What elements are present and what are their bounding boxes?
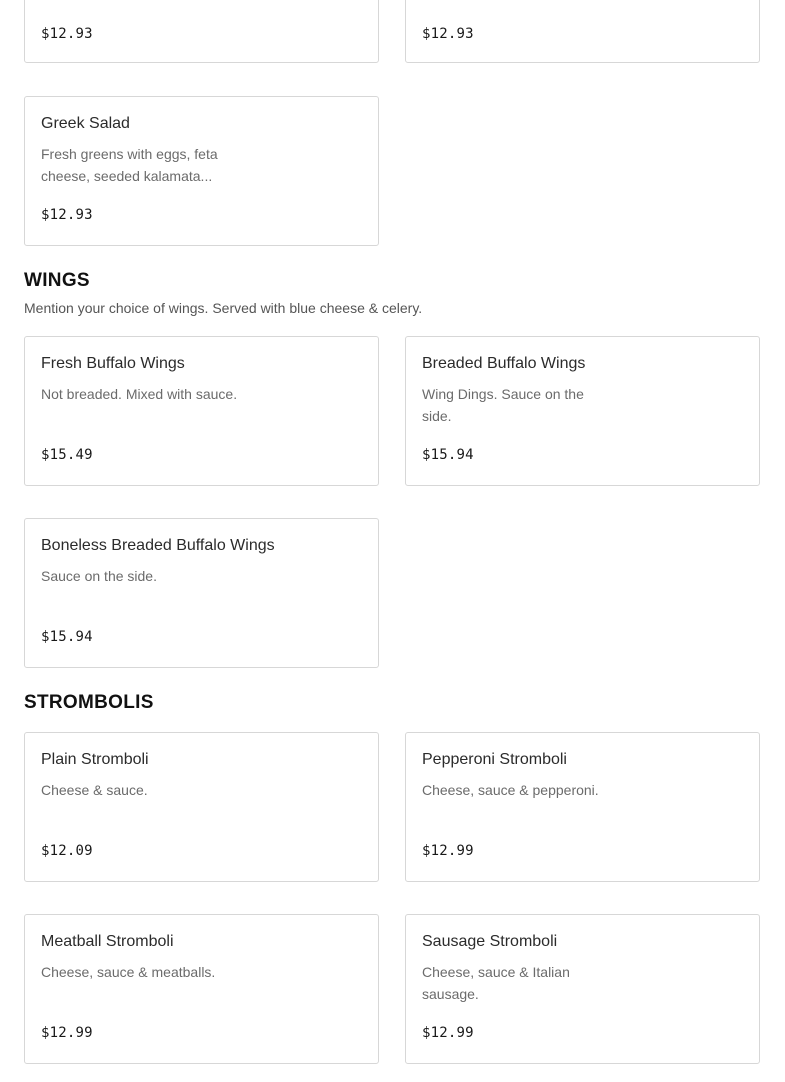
section-title-strombolis: STROMBOLIS xyxy=(24,692,154,713)
section-description-wings: Mention your choice of wings. Served with blue cheese & celery. xyxy=(24,300,423,316)
item-name: Boneless Breaded Buffalo Wings xyxy=(41,537,275,554)
menu-item-card[interactable] xyxy=(24,0,379,63)
section-title-wings: WINGS xyxy=(24,270,90,291)
menu-item-card-pepperoni-stromboli[interactable] xyxy=(405,732,760,882)
item-name: Sausage Stromboli xyxy=(422,933,558,950)
menu-item-card-fresh-buffalo-wings[interactable] xyxy=(24,336,379,486)
item-description: Cheese, sauce & Italian sausage. xyxy=(422,964,570,1002)
menu-item-card[interactable] xyxy=(405,0,760,63)
menu-item-card-sausage-stromboli[interactable] xyxy=(405,914,760,1064)
menu-item-card-breaded-buffalo-wings[interactable] xyxy=(405,336,760,486)
item-description: Cheese, sauce & pepperoni. xyxy=(422,782,599,798)
item-description: Wing Dings. Sauce on the side. xyxy=(422,386,584,424)
item-description: Sauce on the side. xyxy=(41,568,157,584)
item-name: Meatball Stromboli xyxy=(41,933,174,950)
item-name: Breaded Buffalo Wings xyxy=(422,355,586,372)
item-name: Fresh Buffalo Wings xyxy=(41,355,185,372)
item-name: Plain Stromboli xyxy=(41,751,149,768)
item-price: $12.93 xyxy=(41,26,93,42)
item-price: $12.93 xyxy=(422,26,474,42)
item-price: $15.94 xyxy=(41,629,93,645)
item-price: $15.49 xyxy=(41,447,93,463)
item-price: $12.99 xyxy=(422,1025,474,1041)
menu-item-card-boneless-breaded-buffalo-wings[interactable] xyxy=(24,518,379,668)
menu-item-card-greek-salad[interactable] xyxy=(24,96,379,246)
item-name: Pepperoni Stromboli xyxy=(422,751,567,768)
item-price: $15.94 xyxy=(422,447,474,463)
menu-item-card-plain-stromboli[interactable] xyxy=(24,732,379,882)
item-price: $12.99 xyxy=(422,843,474,859)
menu-item-card-meatball-stromboli[interactable] xyxy=(24,914,379,1064)
item-description: Fresh greens with eggs, feta cheese, seeded kalamata... xyxy=(41,146,218,184)
item-description: Cheese & sauce. xyxy=(41,782,148,798)
item-price: $12.93 xyxy=(41,207,93,223)
item-price: $12.09 xyxy=(41,843,93,859)
item-description: Not breaded. Mixed with sauce. xyxy=(41,386,238,402)
item-price: $12.99 xyxy=(41,1025,93,1041)
item-name: Greek Salad xyxy=(41,115,130,132)
item-description: Cheese, sauce & meatballs. xyxy=(41,964,216,980)
